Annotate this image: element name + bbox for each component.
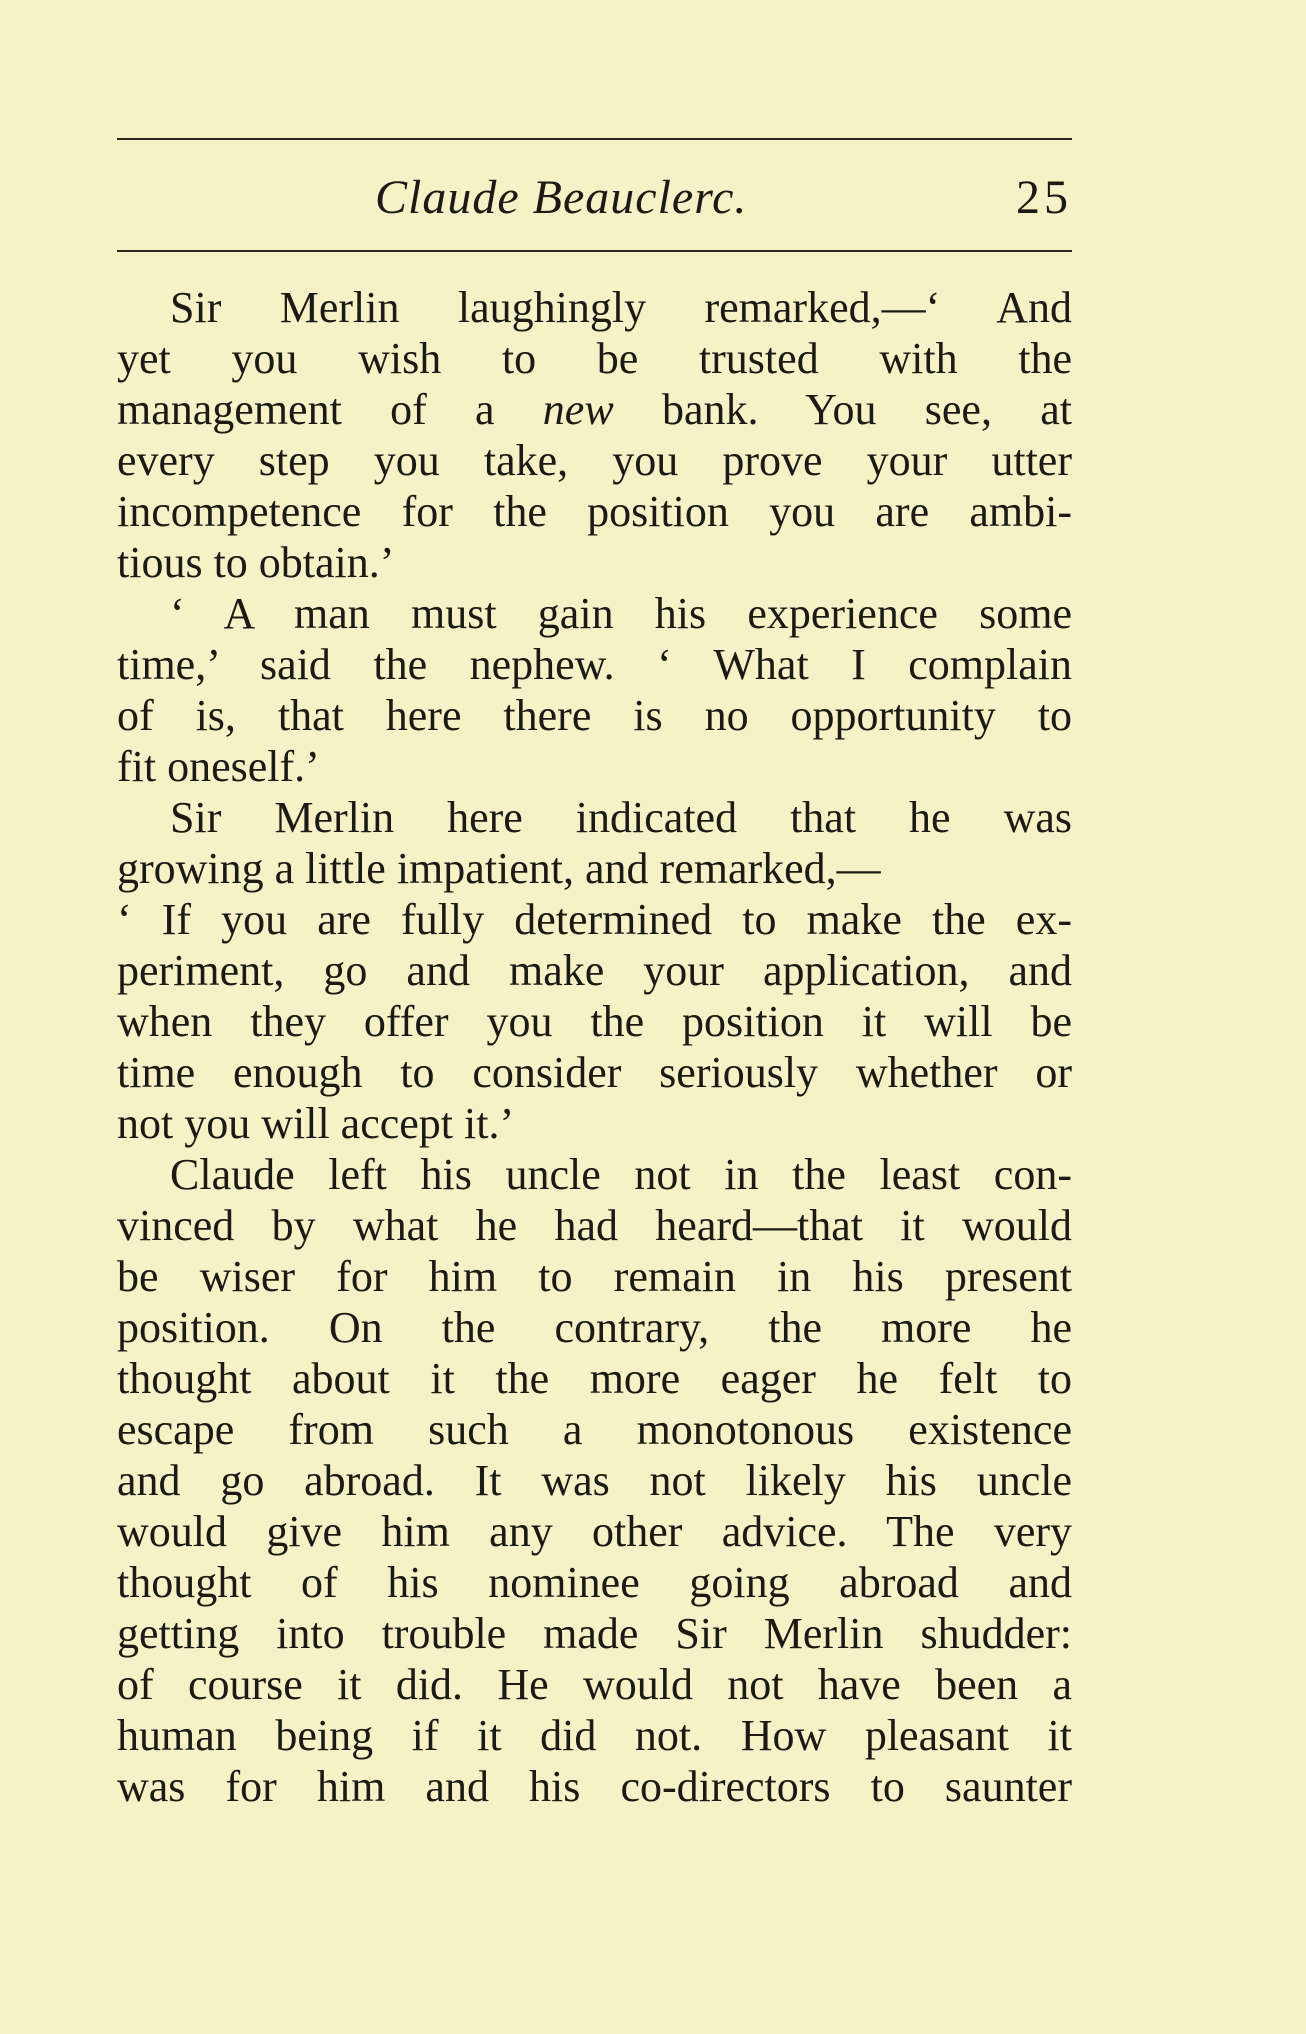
text-line: fit oneself.’ [117, 742, 320, 791]
body-text [117, 282, 1072, 1812]
text-line: of course it did. He would not have been a [117, 1660, 1072, 1709]
text-line [117, 384, 1072, 435]
text-run: management of a [117, 385, 543, 434]
text-line: not you will accept it.’ [117, 1099, 515, 1148]
header-top-rule [117, 138, 1072, 140]
text-run: bank. You see, at [613, 385, 1072, 434]
text-line: Claude left his uncle not in the least con- [170, 1150, 1072, 1199]
header-bottom-rule [117, 250, 1072, 252]
text-line: yet you wish to be trusted with the [117, 334, 1072, 383]
text-line: of is, that here there is no opportunity to [117, 691, 1072, 740]
text-line: be wiser for him to remain in his present [117, 1252, 1072, 1301]
text-line: and go abroad. It was not likely his uncle [117, 1456, 1072, 1505]
text-line: periment, go and make your application, and [117, 946, 1072, 995]
text-line: vinced by what he had heard—that it would [117, 1201, 1072, 1250]
text-line: every step you take, you prove your utter [117, 436, 1072, 485]
page-number: 25 [1016, 171, 1072, 224]
text-line: thought about it the more eager he felt to [117, 1354, 1072, 1403]
text-line: when they offer you the position it will be [117, 997, 1072, 1046]
text-line: was for him and his co-directors to saunter [117, 1762, 1072, 1811]
running-header [117, 162, 1072, 234]
text-line: time enough to consider seriously whether or [117, 1048, 1072, 1097]
running-title: Claude Beauclerc. [375, 171, 748, 224]
text-line: Sir Merlin here indicated that he was [170, 793, 1072, 842]
italic-word: new [542, 385, 614, 434]
text-line: human being if it did not. How pleasant it [117, 1711, 1072, 1760]
text-line: escape from such a monotonous existence [117, 1405, 1072, 1454]
text-line: time,’ said the nephew. ‘ What I complain [117, 640, 1072, 689]
text-line: position. On the contrary, the more he [117, 1303, 1072, 1352]
text-line: growing a little impatient, and remarked,— [117, 844, 881, 893]
text-line: incompetence for the position you are ambi- [117, 487, 1072, 536]
text-line: tious to obtain.’ [117, 538, 395, 587]
text-line: Sir Merlin laughingly remarked,—‘ And [170, 283, 1072, 332]
text-line: ‘ A man must gain his experience some [170, 589, 1072, 638]
text-line: thought of his nominee going abroad and [117, 1558, 1072, 1607]
text-line: getting into trouble made Sir Merlin shudder: [117, 1609, 1072, 1658]
text-line: would give him any other advice. The very [117, 1507, 1072, 1556]
text-line: ‘ If you are fully determined to make the ex- [117, 895, 1072, 944]
